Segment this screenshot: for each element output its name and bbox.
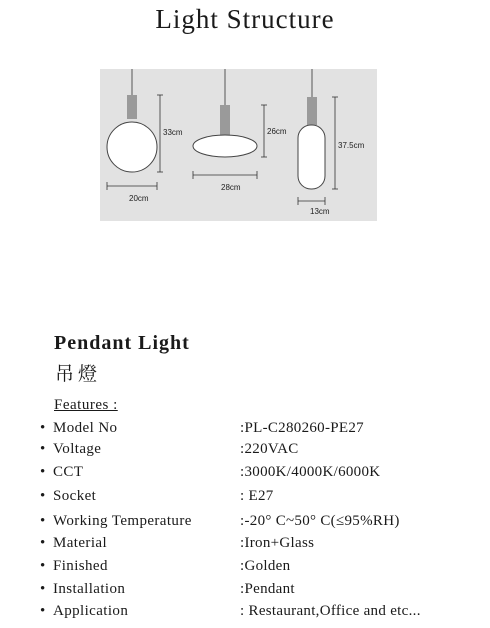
page-title: Light Structure [155, 4, 335, 34]
bullet-icon: • [40, 558, 46, 574]
bullet-icon: • [40, 420, 46, 436]
saucer-width-label: 28cm [221, 183, 241, 192]
spec-row-voltage [40, 441, 480, 461]
bullet-icon: • [40, 603, 46, 619]
globe-lamp [107, 69, 163, 190]
bullet-icon: • [40, 513, 46, 529]
spec-label: Material [53, 535, 108, 551]
spec-row-cct [40, 464, 480, 484]
globe-height-label: 33cm [163, 128, 183, 137]
light-structure-diagram [100, 69, 377, 221]
spec-value: :3000K/4000K/6000K [240, 464, 381, 480]
spec-row-model-no [40, 420, 480, 440]
spec-label: Working Temperature [53, 513, 192, 529]
globe-width-label: 20cm [129, 194, 149, 203]
spec-value: :Pendant [240, 581, 295, 597]
spec-row-working-temperature [40, 513, 480, 533]
spec-value: :PL-C280260-PE27 [240, 420, 364, 436]
spec-label: Application [53, 603, 129, 619]
features-heading: Features : [54, 397, 118, 413]
spec-label: CCT [53, 464, 84, 480]
spec-label: Voltage [53, 441, 102, 457]
spec-row-application [40, 603, 480, 623]
spec-row-installation [40, 581, 480, 601]
bullet-icon: • [40, 488, 46, 504]
bullet-icon: • [40, 441, 46, 457]
spec-value: : E27 [240, 488, 274, 504]
capsule-width-label: 13cm [310, 207, 330, 216]
spec-row-socket [40, 488, 480, 508]
product-name: Pendant Light [54, 332, 190, 354]
saucer-lamp [193, 69, 267, 179]
spec-row-material [40, 535, 480, 555]
spec-label: Installation [53, 581, 126, 597]
spec-label: Socket [53, 488, 97, 504]
spec-value: :Golden [240, 558, 291, 574]
dimension-drawing [100, 69, 377, 221]
spec-value: :220VAC [240, 441, 299, 457]
spec-value: :Iron+Glass [240, 535, 315, 551]
capsule-lamp [298, 69, 338, 205]
saucer-height-label: 26cm [267, 127, 287, 136]
bullet-icon: • [40, 581, 46, 597]
spec-label: Finished [53, 558, 108, 574]
bullet-icon: • [40, 464, 46, 480]
spec-value: : Restaurant,Office and etc... [240, 603, 421, 619]
capsule-height-label: 37.5cm [338, 141, 365, 150]
spec-value: :-20° C~50° C(≤95%RH) [240, 513, 400, 529]
bullet-icon: • [40, 535, 46, 551]
spec-label: Model No [53, 420, 118, 436]
product-name-chinese: 吊燈 [55, 363, 102, 385]
spec-row-finished [40, 558, 480, 578]
